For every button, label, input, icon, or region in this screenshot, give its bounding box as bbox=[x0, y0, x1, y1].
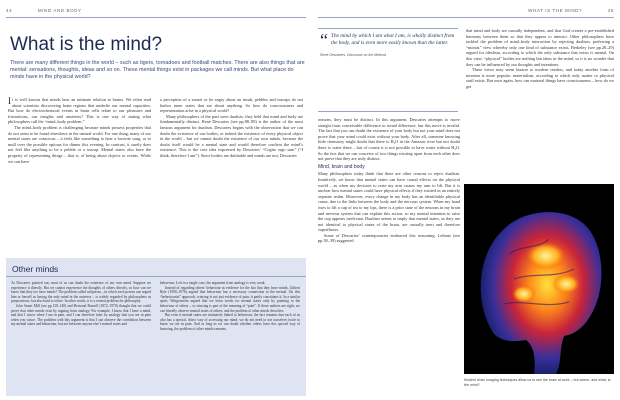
sidebar-paragraph: John Stuart Mill (see pp.138–140) and Bertrand Russell (1872–1970) thought that we could prove that other minds exist by arguing from analogy. For example, I know that I have a mind, and that I wince when I am in pain, and I can therefore infer by analogy that you are in pain when you wince. The problem with this argument is that I can observe the correlation between my mental states and behaviour, but not between anyone else’s mental states and bbox=[11, 303, 151, 327]
body-paragraph: The mind–body problem is challenging because minds possess properties that do not seem to be found elsewhere in the natural world. For one thing, many of our mental states are conscious – it feels like something to hear a favorite song, or to mull over the possible options for dinner this evening. In contrast, it surely does not feel like anything to be a pebble or a teacup. Mental states also have the property of representing things – that is, of being about objects or events. While we can have bbox=[8, 124, 151, 164]
sidebar-divider bbox=[6, 276, 306, 277]
drop-cap: I bbox=[8, 96, 11, 106]
quote-mark-icon: “ bbox=[320, 30, 328, 50]
body-column-3 bbox=[318, 117, 460, 244]
intro-text: There are many different things in the world – such as tigers, tornadoes and football matches. There are also things that are mental: sensations, thoughts, ideas and so on. These mental things exist in packages we call minds. But what place do minds have in the physical world? bbox=[10, 60, 305, 80]
right-page-number: 45 bbox=[607, 8, 614, 13]
body-column-2 bbox=[160, 97, 303, 159]
other-minds-sidebar bbox=[6, 258, 306, 396]
activity-hotspot bbox=[552, 274, 580, 294]
sidebar-title: Other minds bbox=[12, 264, 59, 274]
pull-quote bbox=[318, 28, 458, 112]
sidebar-column-2 bbox=[160, 281, 300, 332]
body-paragraph: Many philosophers of the past were dualists: they held that mind and body are fundamentally distinct. René Descartes (see pp.88–89) is the author of the most famous argument for dualism. Descartes begins with the observation that we can doubt the existence of our bodies, or indeed the existence of every physical object in the world – but we cannot doubt the existence of our own minds, because the doubt itself would be a mental state and would therefore confirm the mind’s existence. This is the core idea expressed by Descartes’ “Cogito ergo sum” (“I think, therefore I am”). Since bodies are dubitable and minds are not, Descartes bbox=[160, 113, 303, 158]
right-section-title: WHAT IS THE MIND? bbox=[528, 8, 583, 13]
left-page-number: 44 bbox=[6, 8, 13, 13]
body-paragraph: These views may seem bizarre to modern readers, and today another form of monism is more popular: materialism, according to which only matter or physical stuff exists. But once again, how can material things have consciousness – how do we get bbox=[466, 67, 614, 89]
left-section-title: MIND AND BODY bbox=[37, 8, 82, 13]
body-paragraph: that mind and body are causally independent, and that God creates a pre-established harmony between them so that they appear to interact. Other philosophers have tackled the problem of mind–body interaction by rejecting dualism, preferring a “monist” view whereby only one kind of substance exists. Berkeley (see pp.28–29) argued for idealism, according to which the only substance that exists is mental. On this view, “physical” bodies are nothing but ideas in the mind, so it is no wonder that they can be influenced by our thoughts and intentions. bbox=[466, 28, 614, 67]
sidebar-paragraph: But even if mental states are intimately linked to behaviour, the fact remains that each of us also has a special, direct way of accessing our mind: we do not need to use ourselves twice to know we are in pain. And as long as we can doubt whether others have this special way of knowing, the problem of other minds remains. bbox=[160, 313, 300, 331]
body-paragraph: Some of Descartes’ contemporaries embraced this reasoning. Leibniz (see pp.38–39) suggested bbox=[318, 232, 460, 244]
sidebar-paragraph: behaviour. Left to a single case, the argument from analogy is very weak. bbox=[160, 281, 266, 285]
activity-hotspot bbox=[512, 285, 536, 303]
brain-scan-image bbox=[464, 184, 614, 374]
right-page-header bbox=[318, 8, 614, 18]
quote-source: René Descartes, Discourse on the Method bbox=[320, 52, 386, 57]
page-title: What is the mind? bbox=[10, 34, 163, 55]
body-paragraph: a perception of a sunset or be angry about an insult, pebbles and teacups do not harbor inner states that are about anything. So how do consciousness and representation arise in a physical world? bbox=[160, 97, 303, 114]
left-page-header bbox=[6, 8, 306, 18]
quote-text: The mind by which I am what I am, is wholly distinct from the body, and is even more easily known than the latter. bbox=[331, 33, 455, 47]
body-paragraph: reasons, they must be distinct. In this argument, Descartes attempts to move straight from conceivable difference to actual difference, but this move is invalid. The fact that you can doubt the existence of your body but not your mind does not prove that your mind could exist without your body. After all, someone knowing little chemistry might doubt that there is H₂O in the Amazon river but not doubt there is water there – but of course it is not possible to have water without H₂O. So the fact that we can conceive of two things existing apart from each other does not prove that they are truly distinct. bbox=[318, 117, 460, 162]
body-column-1 bbox=[8, 97, 151, 164]
brain-scan-illustration bbox=[464, 184, 614, 374]
section-subheading: Mind, brain and body bbox=[318, 163, 365, 170]
body-paragraph: Many philosophers today think that there are other reasons to reject dualism. Intuitively, we know that mental states can have causal effects on the physical world – as when my decision to raise my arm causes my arm to lift. But it is unclear how mental states could have physical effects if they existed in an entirely separate realm. Moreover, every change in my body has an identifiable physical cause, due to the links between the body and the nervous system. When my hand rises to lift a cup of tea to my lips, there is a prior state of the neurons in my brain and nervous system that can explain this action, so my mental intention to raise the cup appears irrelevant. Dualism seems to imply that mental states, as they are not identical to physical states of the brain, are causally inert and therefore superfluous. bbox=[318, 171, 460, 233]
sidebar-paragraph: Instead of regarding others’ behaviour as evidence for the fact that they have minds, Gilbert Ryle (1900–1976) argued that behaviour has a necessary connection to the mental. On this “behaviourist” approach, wincing is not just evidence of pain: it partly constitutes it. In a similar spirit, Wittgenstein argued that we learn words for mental states only by pointing to the behaviour of others – so wincing is part of the meaning of “pain”. If these authors are right, we can literally observe mental states of others, and the problem of other minds dissolves. bbox=[160, 285, 300, 313]
body-paragraph: It is well known that minds bear an intimate relation to brains. We often read about scientists discovering brain regions that underlie our mental capacities. But how do electrochemical events in brain cells relate to our pleasures and frustrations, our insights and anxieties? This is one way of stating what philosophers call the “mind–body problem.” bbox=[8, 96, 151, 125]
body-column-4 bbox=[466, 28, 614, 90]
sidebar-column-1 bbox=[11, 281, 151, 327]
sidebar-paragraph: As Descartes pointed out, most of us can doubt the existence of our own mind. Suppose we experience it directly. But we cannot experience the thoughts of others directly, so how can we know that they too have minds? The problem called solipsism – in which each person can regard him or herself as having the only mind in the universe – is widely regarded by philosophers as preposterous, but also hard to refute. In other words, it is a central problem for philosophy. bbox=[11, 281, 151, 304]
figure-caption: Modern brain imaging techniques allow us to see the brain at work – but where, and what, is the mind? bbox=[464, 378, 611, 387]
